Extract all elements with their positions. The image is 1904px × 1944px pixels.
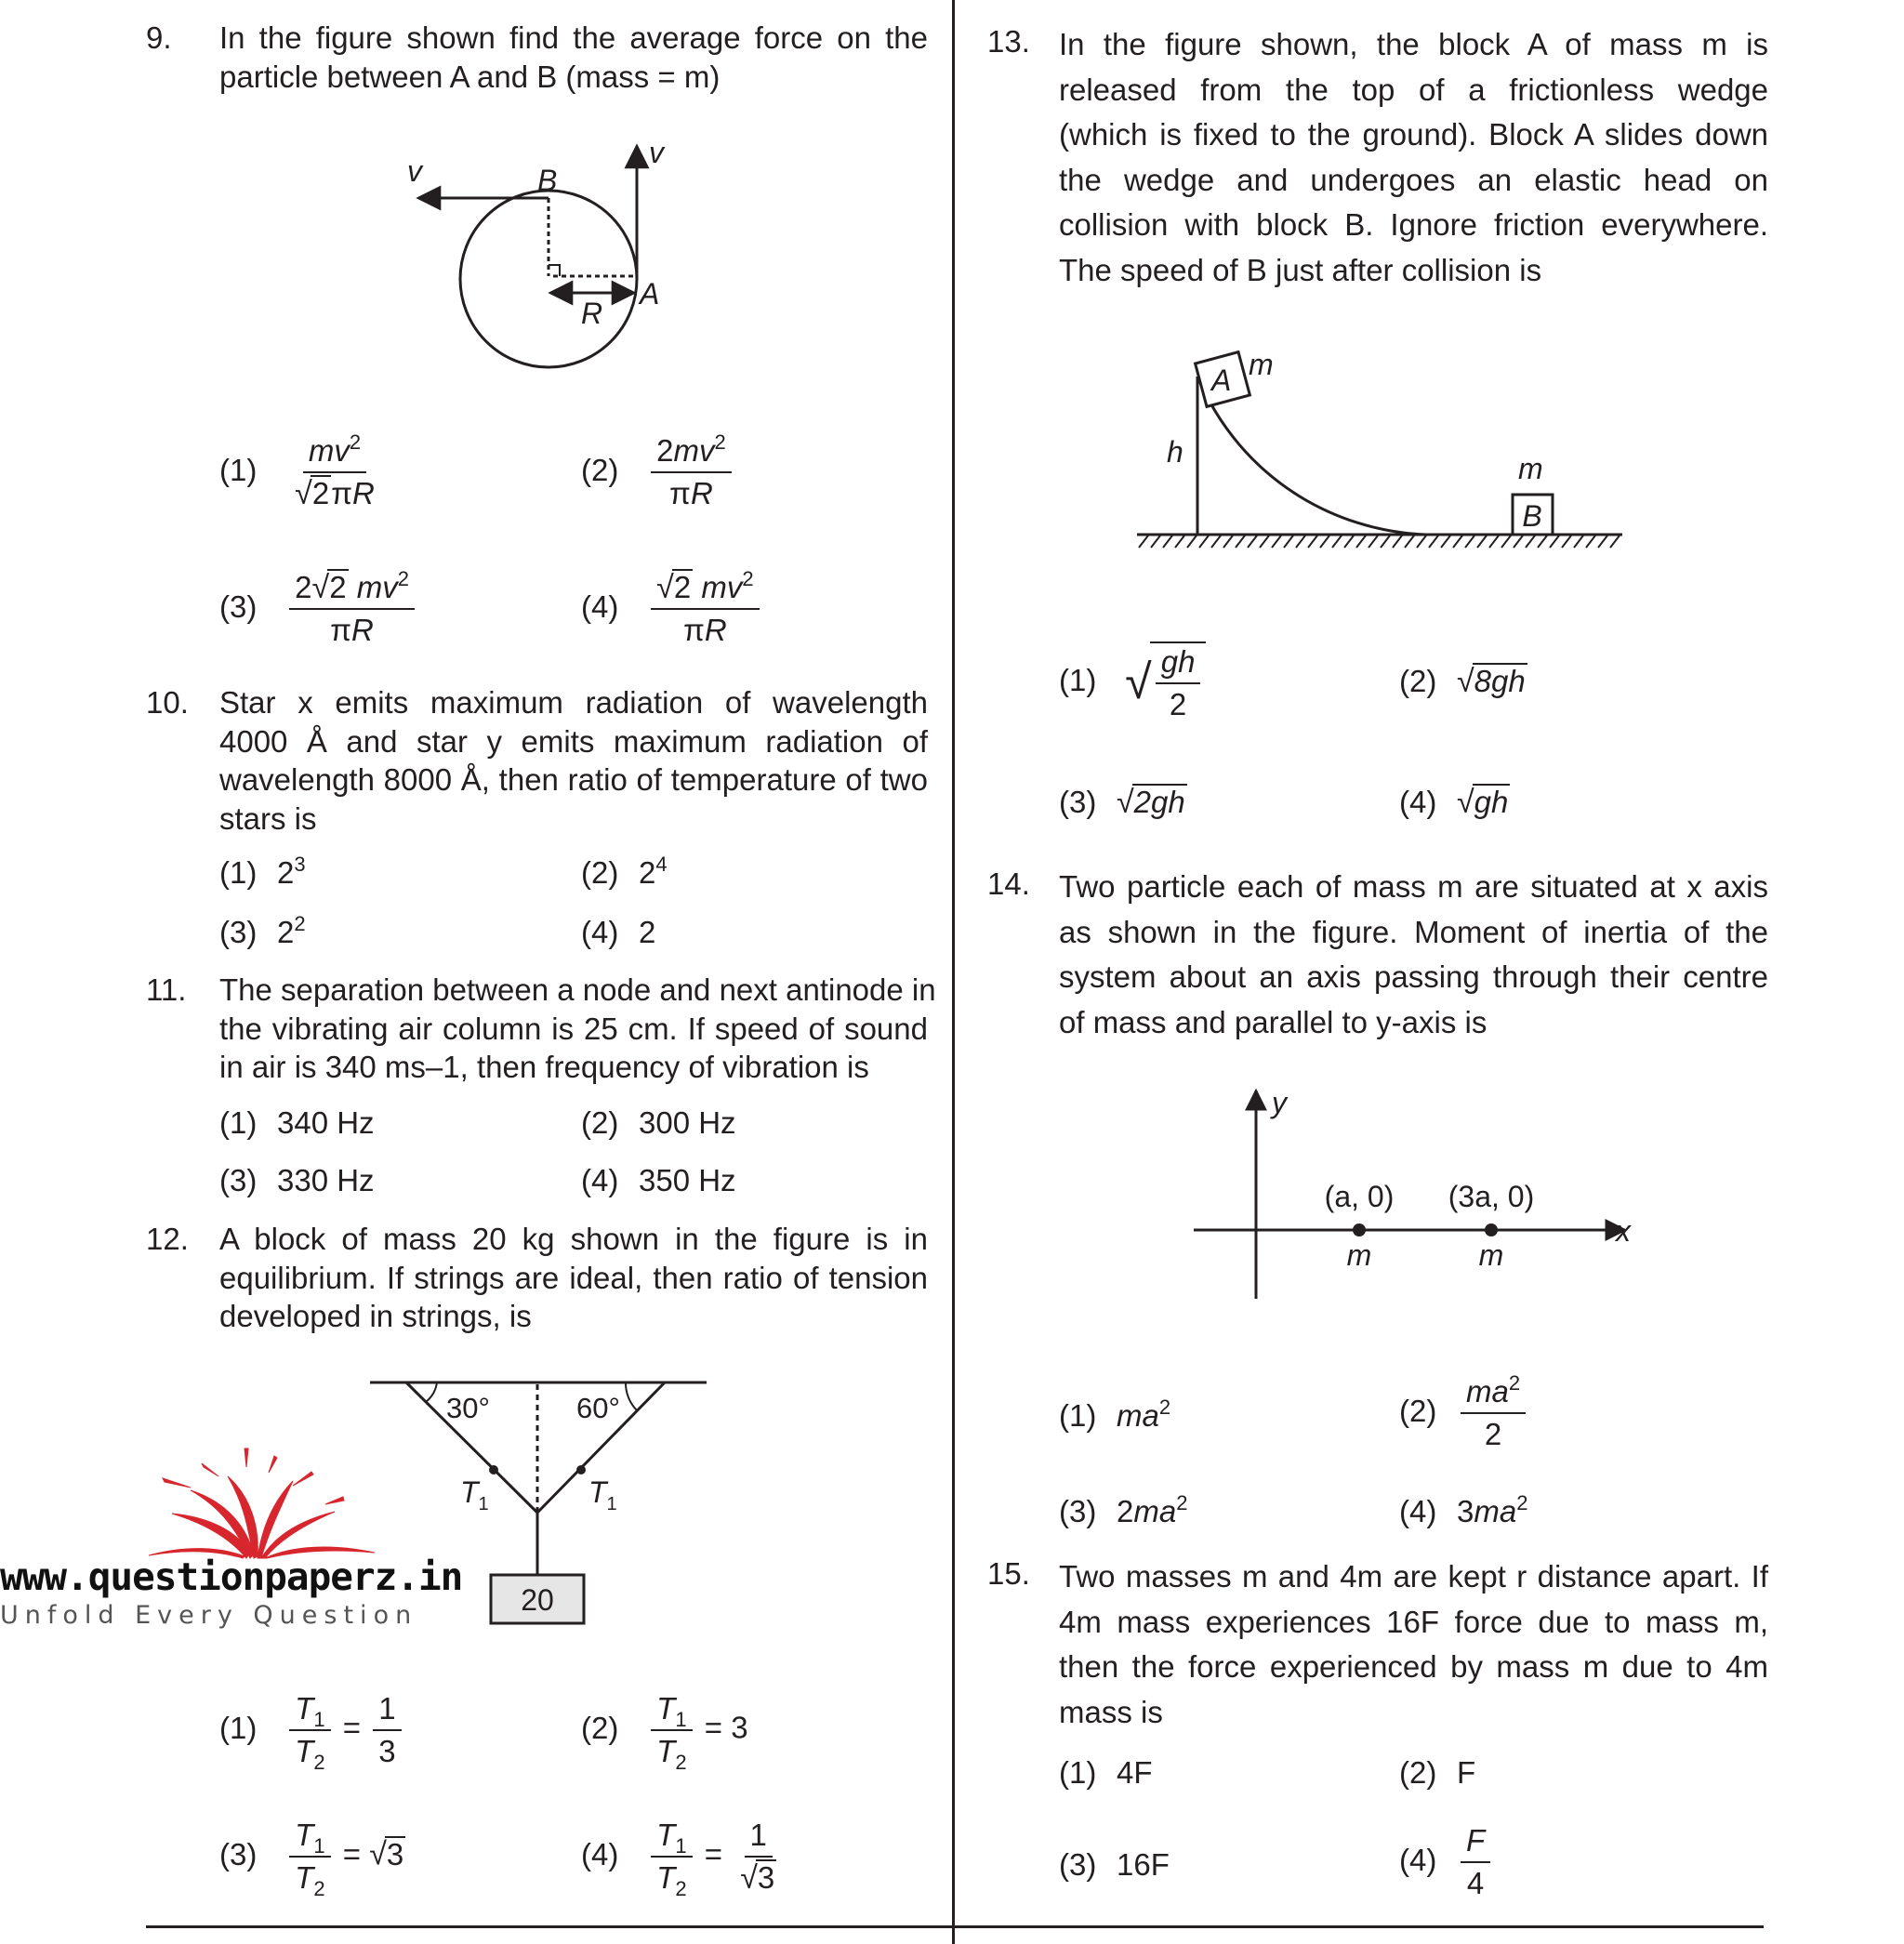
q9-stem [219,19,928,96]
q12-line-2: equilibrium. If strings are ideal, then ratio of tension [219,1260,928,1295]
q13-label-m1: m [1249,349,1274,381]
q11-option-1[interactable]: (1) 340 Hz [219,1105,375,1140]
q13-line-2: released from the top of a frictionless wedge [1059,72,1768,107]
q12-angle-arc-left [426,1382,437,1402]
q10-number: 10. [146,685,189,720]
q15-line-1: Two masses m and 4m are kept r distance apart. If [1059,1559,1768,1594]
q12-label-t1-left: $T_1$ [460,1475,489,1514]
q10-option-3[interactable]: (3) $2^2$ [219,912,306,949]
q13-number: 13. [987,24,1030,59]
q12-number: 12. [146,1222,189,1256]
q14-particle-2 [1485,1223,1498,1236]
q13-label-m2: m [1518,452,1543,485]
q14-line-1: Two particle each of mass m are situated at x axis [1059,869,1768,904]
column-divider [952,0,955,1944]
q14-option-3[interactable]: (3) $2ma^2$ [1059,1491,1188,1528]
q9-option-1[interactable]: (1) $\frac{mv^2}{√2\pi R}$ [219,430,375,511]
q11-stem [219,971,936,1087]
q10-option-1[interactable]: (1) $2^3$ [219,853,306,890]
q12-line-3: developed in strings, is [219,1299,532,1333]
q9-option-2[interactable]: (2) $\frac{2mv^2}{\pi R}$ [581,432,735,512]
watermark-site: www.questionpaperz.in [0,1554,463,1599]
q11-option-3[interactable]: (3) 330 Hz [219,1163,375,1197]
q10-line-3: wavelength 8000 Å, then ratio of temperature of two [219,762,928,797]
q13-wedge-figure [1130,349,1632,553]
q13-label-a: A [1211,364,1232,397]
q14-option-1[interactable]: (1) $ma^2$ [1059,1395,1171,1433]
q14-line-4: of mass and parallel to y-axis is [1059,1004,1488,1039]
q10-line-2: 4000 Å and star y emits maximum radiation of [219,723,928,759]
q9-label-r: R [581,297,603,330]
q9-number: 9. [146,20,172,55]
q14-label-x: x [1616,1214,1631,1248]
q11-option-4[interactable]: (4) 350 Hz [581,1163,736,1197]
q12-angle-arc-right [626,1382,637,1410]
q13-ground-hatch [1139,536,1620,548]
q12-stem [219,1220,928,1336]
q14-axes-figure [1188,1083,1644,1306]
q13-label-h: h [1167,435,1183,469]
q9-label-a: A [640,277,660,311]
q13-line-6: The speed of B just after collision is [1059,252,1542,287]
q11-line-3: in air is 340 ms–1, then frequency of vibration is [219,1050,869,1084]
q14-line-3: system about an axis passing through their centre [1059,959,1768,994]
q11-option-2[interactable]: (2) 300 Hz [581,1105,736,1140]
q9-label-v1: v [407,154,422,188]
q15-option-4[interactable]: (4) $\frac{F}{4}$ [1399,1822,1494,1902]
q9-right-angle [549,265,560,276]
watermark-burst-icon [144,1439,386,1560]
q14-line-2: as shown in the figure. Moment of inertia of the [1059,914,1768,949]
q12-angle-60: 60° [576,1392,620,1424]
q13-line-4: the wedge and undergoes an elastic head on [1059,162,1768,197]
q14-label-p1: (a, 0) [1324,1180,1395,1213]
bottom-rule [146,1925,1764,1928]
q14-label-y: y [1272,1086,1287,1119]
q12-dot-right [576,1465,586,1475]
q14-label-m2: m [1478,1238,1504,1272]
q12-option-2[interactable]: (2) $\frac{T_1}{T_2}$ = 3 [581,1691,748,1774]
q10-option-4[interactable]: (4) 2 [581,915,656,949]
q9-label-b: B [537,164,558,197]
q10-option-2[interactable]: (2) $2^4$ [581,853,668,890]
q15-option-3[interactable]: (3) 16F [1059,1847,1170,1882]
q13-line-1: In the figure shown, the block A of mass m is [1059,27,1768,61]
q12-dot-left [489,1465,498,1475]
q13-option-4[interactable]: (4) √gh [1399,785,1509,820]
q15-line-2: 4m mass experiences 16F force due to mass m, [1059,1604,1768,1639]
q13-option-1[interactable]: (1) √ $\frac{gh}{2}$ [1059,641,1206,723]
q12-label-t1-right: $T_1$ [588,1475,617,1514]
q12-option-1[interactable]: (1) $\frac{T_1}{T_2}$ = $\frac{1}{3}$ [219,1690,405,1770]
q13-label-b: B [1522,499,1542,533]
q11-number: 11. [146,972,187,1007]
q14-label-p2: (3a, 0) [1448,1180,1535,1213]
q11-line-1: The separation between a node and next antinode in [219,972,936,1007]
q13-stem [1059,22,1768,293]
q15-stem [1059,1554,1768,1735]
q9-label-v2: v [649,136,664,169]
q12-line-1: A block of mass 20 kg shown in the figure is in [219,1222,928,1256]
q12-option-3[interactable]: (3) $\frac{T_1}{T_2}$ = √3 [219,1818,404,1900]
q14-particle-1 [1353,1223,1366,1236]
q9-line-1: In the figure shown find the average force on the [219,20,928,55]
q13-line-3: (which is fixed to the ground). Block A slides down [1059,117,1768,152]
q15-number: 15. [987,1556,1030,1591]
q11-line-2: the vibrating air column is 25 cm. If speed of sound [219,1011,928,1046]
q15-line-4: mass is [1059,1694,1163,1729]
q9-option-4[interactable]: (4) $\frac{√2 mv^2}{\pi R}$ [581,569,763,649]
q14-label-m1: m [1346,1238,1372,1272]
q12-option-4[interactable]: (4) $\frac{T_1}{T_2}$ = $\frac{1}{√3}$ [581,1818,775,1900]
q15-line-3: then the force experienced by mass m due to 4m [1059,1649,1768,1684]
watermark-tagline: Unfold Every Question [0,1601,418,1630]
q14-option-4[interactable]: (4) $3ma^2$ [1399,1491,1528,1528]
q15-option-1[interactable]: (1) 4F [1059,1755,1153,1790]
q9-circle-figure [390,135,697,381]
q14-number: 14. [987,866,1030,901]
q14-option-2[interactable]: (2) $\frac{ma^2}{2}$ [1399,1373,1529,1453]
q10-line-1: Star x emits maximum radiation of wavelength [219,685,928,720]
q9-option-3[interactable]: (3) $\frac{2√2 mv^2}{\pi R}$ [219,569,418,649]
q13-option-3[interactable]: (3) √2gh [1059,785,1185,820]
q15-option-2[interactable]: (2) F [1399,1755,1476,1790]
q13-option-2[interactable]: (2) √8gh [1399,664,1526,699]
q9-line-2: particle between A and B (mass = m) [219,59,721,94]
q10-stem [219,683,928,838]
q12-angle-30: 30° [446,1392,490,1424]
q14-stem [1059,865,1768,1045]
q12-block-label: 20 [521,1583,554,1617]
q13-line-5: collision with block B. Ignore friction everywhere. [1059,207,1768,242]
q10-line-4: stars is [219,800,317,836]
